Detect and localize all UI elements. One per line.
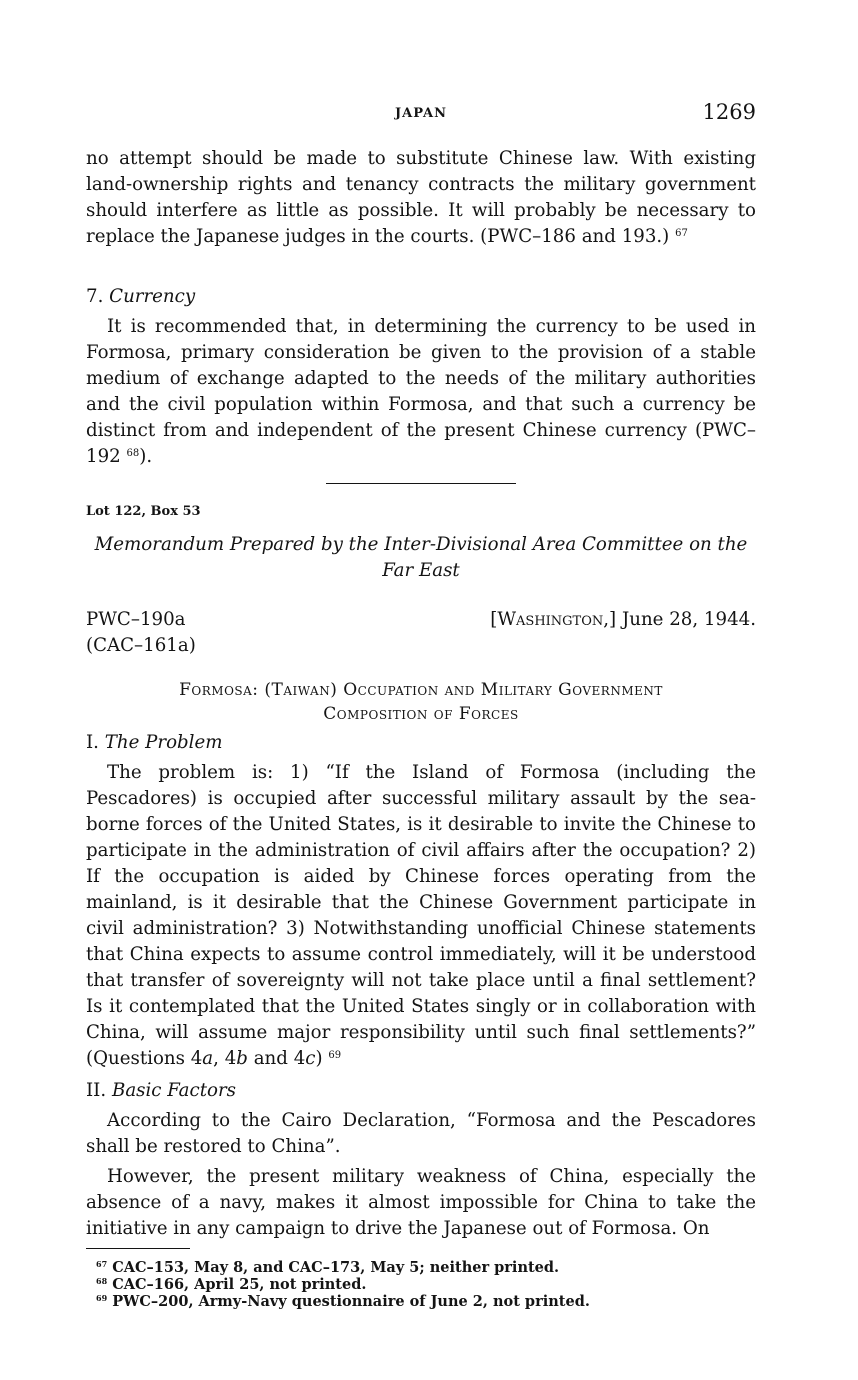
footnote <box>86 1276 756 1293</box>
section-number: II. <box>86 1080 107 1101</box>
title-line: Formosa: (Taiwan) Occupation and Military Government <box>179 680 663 700</box>
paragraph-text: no attempt should be made to substitute Chinese law. With existing land-ownership rights and tenancy contracts the military government should interfere as little as possible. It will probably be necessary to replace the Japanese judges in the courts. (PWC–186 and 193.) <box>86 148 756 247</box>
footnote-divider <box>86 1248 190 1249</box>
continued-paragraph <box>86 146 756 250</box>
section-heading <box>86 284 756 310</box>
basic-factors-section <box>86 1078 756 1242</box>
footnote-number: 67 <box>96 1259 108 1269</box>
paragraph-text-end: ). <box>139 446 153 467</box>
place: Washington <box>497 609 604 630</box>
section-title: Currency <box>109 286 196 307</box>
document-id: PWC–190a <box>86 609 186 630</box>
paragraph <box>86 314 756 470</box>
footnotes <box>86 1259 756 1310</box>
question-c: c <box>305 1048 316 1069</box>
separator: , 4 <box>213 1048 237 1069</box>
footnote-ref: 68 <box>126 448 140 459</box>
footnote-ref: 67 <box>675 228 688 239</box>
paragraph-text: It is recommended that, in determining the currency to be used in Formosa, primary consideration be given to the provision of a stable medium of exchange adapted to the needs of the military authorities and the civil population within Formosa, and that such a currency be distinct from and independent of the present Chinese currency (PWC–192 <box>86 316 756 467</box>
separator: and 4 <box>247 1048 306 1069</box>
running-title: JAPAN <box>394 106 448 121</box>
footnote-text: CAC–153, May 8, and CAC–173, May 5; neither printed. <box>112 1259 560 1276</box>
page-number: 1269 <box>702 100 756 124</box>
title-line: Composition of Forces <box>323 704 519 724</box>
footnote-ref: 69 <box>328 1050 342 1061</box>
place-bracket-open: [ <box>490 609 498 630</box>
date: June 28, 1944. <box>621 609 756 630</box>
memo-heading <box>86 532 756 584</box>
question-b: b <box>236 1048 248 1069</box>
source-note: Lot 122, Box 53 <box>86 504 201 519</box>
currency-section <box>86 284 756 470</box>
problem-section <box>86 730 756 1072</box>
document-identifiers <box>86 607 756 659</box>
paragraph <box>86 146 756 250</box>
document-title <box>86 678 756 726</box>
footnote <box>86 1259 756 1276</box>
section-number: 7. <box>86 286 104 307</box>
section-title: Basic Factors <box>111 1080 236 1101</box>
footnote-text: CAC–166, April 25, not printed. <box>112 1276 367 1293</box>
section-heading <box>86 1078 756 1104</box>
footnote-number: 68 <box>96 1276 108 1286</box>
memo-title: Memorandum Prepared by the Inter-Divisional Area Committee on the Far East <box>94 534 748 581</box>
paragraph-text: The problem is: 1) “If the Island of Formosa (including the Pescadores) is occupied after successful military assault by the sea-borne forces of the United States, is it desirable to invite the Chinese to participate in the administration of civil affairs after the occupation? 2) If the occupation is aided by Chinese forces operating from the mainland, is it desirable that the Chinese Government participate in civil administration? 3) Notwithstanding unofficial Chinese statements that China expects to assume control immediately, will it be understood that transfer of sovereignty will not take place until a final settlement? Is it contemplated that the United States singly or in collaboration with China, will assume major responsibility until such final settlements?” (Questions 4 <box>86 762 756 1069</box>
paragraph-text-end: ) <box>315 1048 323 1069</box>
place-date <box>490 607 756 633</box>
section-heading <box>86 730 756 756</box>
footnote <box>86 1293 756 1310</box>
question-a: a <box>202 1048 214 1069</box>
document-id-secondary: (CAC–161a) <box>86 635 196 656</box>
paragraph <box>86 760 756 1072</box>
footnote-number: 69 <box>96 1293 108 1303</box>
section-title: The Problem <box>104 732 223 753</box>
paragraph: However, the present military weakness of China, especially the absence of a navy, makes it almost impossible for China to take the initiative in any campaign to drive the Japanese out of Formosa. On <box>86 1166 756 1239</box>
footnote-text: PWC–200, Army-Navy questionnaire of June 2, not printed. <box>112 1293 590 1310</box>
section-number: I. <box>86 732 99 753</box>
place-bracket-close: ,] <box>603 609 617 630</box>
page-header <box>86 100 756 130</box>
paragraph: According to the Cairo Declaration, “Formosa and the Pescadores shall be restored to China”. <box>86 1110 756 1157</box>
section-divider <box>326 483 516 484</box>
